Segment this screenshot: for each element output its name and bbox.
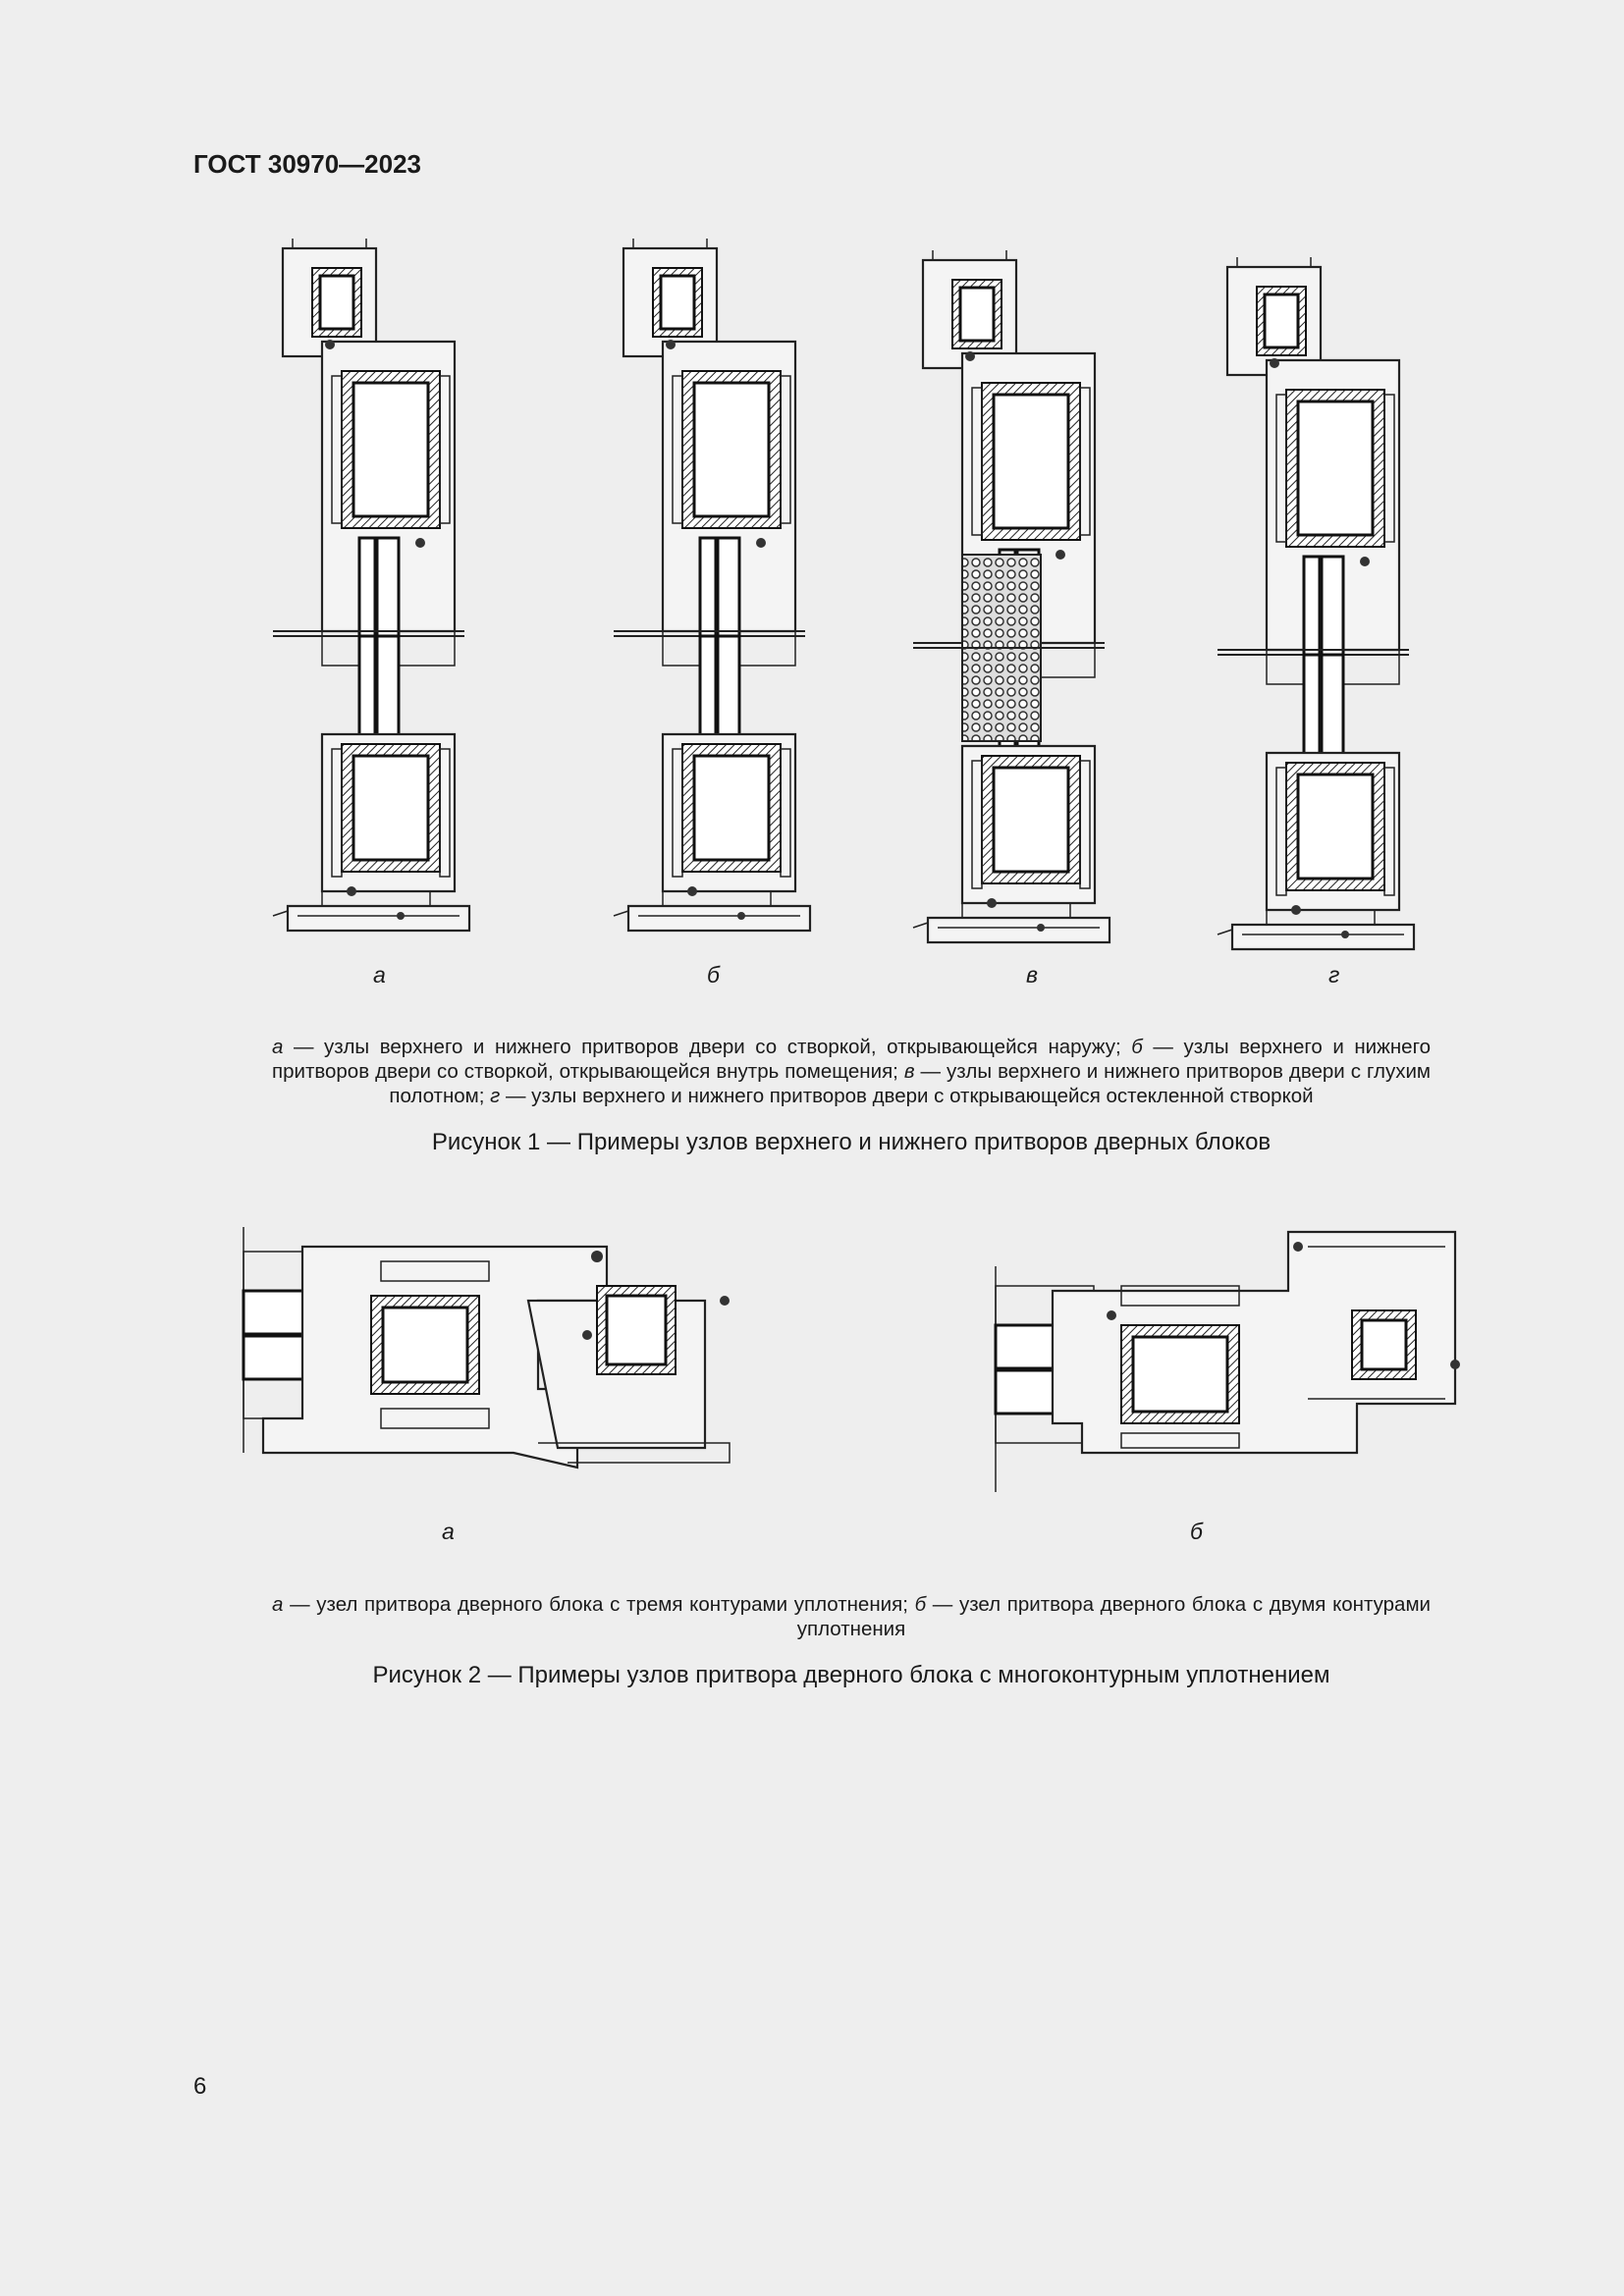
figure1-label-g: г [1328,962,1340,988]
figure1-label-b: б [707,962,720,988]
legend-text: — узел притвора дверного блока с тремя контурами уплотнения; [283,1593,915,1616]
figure1-drawing-v [923,250,1119,957]
legend-text: — узлы верхнего и нижнего притворов двери со створкой, открывающейся наружу; [283,1036,1132,1058]
legend-key: г [490,1085,501,1107]
legend-key: в [903,1060,915,1083]
figure1-title: Рисунок 1 — Примеры узлов верхнего и нижнего притворов дверных блоков [431,1129,1272,1155]
figure2-legend [272,1592,1431,1641]
legend-text: — узлы верхнего и нижнего притворов двери с глухим полотном; [389,1060,1431,1107]
figure1-drawing-b [623,239,820,945]
figure2-drawing-b [994,1227,1465,1502]
page-number: 6 [193,2073,207,2100]
figure1-drawing-a [283,239,479,945]
figure1-label-v: в [1026,962,1039,988]
legend-text: — узлы верхнего и нижнего притворов двери с открывающейся остекленной створкой [500,1085,1314,1107]
legend-key: б [1131,1036,1143,1058]
figure1-label-a: а [373,962,386,988]
figure2-label-a: а [442,1519,455,1544]
figure2-drawing-a [244,1222,734,1502]
figure1-legend [272,1035,1431,1108]
figure2-title: Рисунок 2 — Примеры узлов притвора дверного блока с многоконтурным уплотнением [372,1662,1330,1688]
document-code-header: ГОСТ 30970—2023 [193,149,421,179]
legend-key: а [272,1593,284,1616]
figure2-label-b: б [1190,1519,1203,1544]
legend-key: б [914,1593,927,1616]
legend-key: а [272,1036,284,1058]
figure1-drawing-g [1227,257,1424,964]
legend-text: — узел притвора дверного блока с двумя контурами уплотнения [796,1593,1431,1640]
legend-text: — узлы верхнего и нижнего притворов двери со створкой, открывающейся внутрь помещения; [272,1036,1431,1083]
